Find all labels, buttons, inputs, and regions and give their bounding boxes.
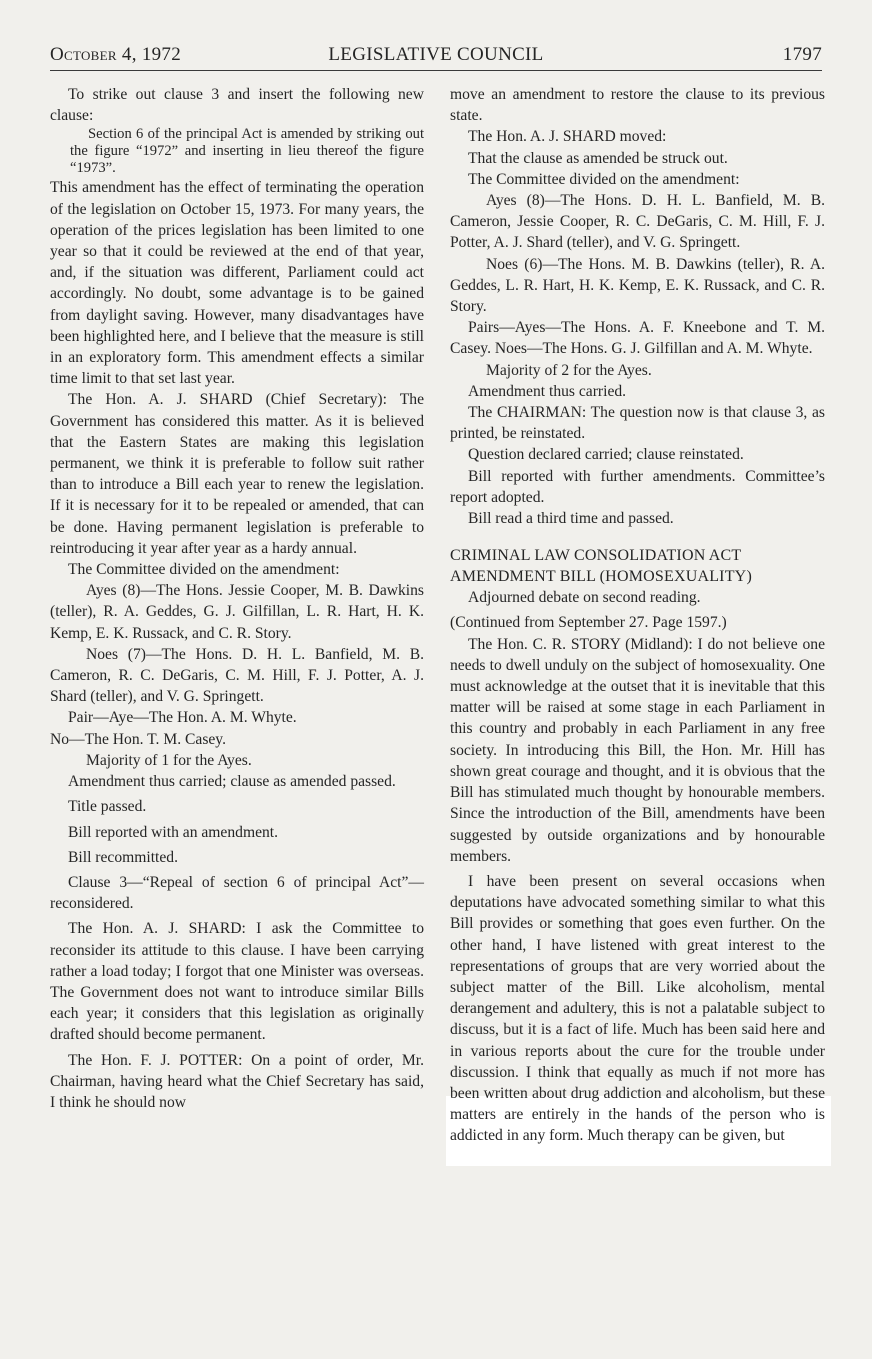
paragraph: I have been present on several occasions when deputations have advocated something similar to what this Bill provides or something that goes even further. On the other hand, I have listened with great interest to the representations of groups that are very worried about the subject matter of the Bill. Like alcoholism, mental derangement and adultery, this is not a palatable subject to discuss, but it is a fact of life. Much has been said here and in various reports about the cure for the trouble under discussion. I think that equally as much if not more has been written about drug addiction and alcoholism, but these matters are entirely in the hands of the person who is addicted in any form. Much therapy can be given, but [450,872,825,1145]
paragraph: move an amendment to restore the clause to its previous state. [450,86,825,125]
paragraph: (Continued from September 27. Page 1597.) [450,614,727,632]
paragraph: The Hon. F. J. POTTER: On a point of order, Mr. Chairman, having heard what the Chief Secretary has said, I think he should now [50,1051,424,1111]
division-noes: Noes (7)—The Hons. D. H. L. Banfield, M. B. Cameron, R. C. DeGaris, C. M. Hill, F. J. Potter, A. J. Shard (teller), and V. G. Springett. [50,645,424,706]
paragraph: Bill reported with further amendments. Committee’s report adopted. [450,467,825,506]
paragraph: Bill read a third time and passed. [468,510,674,528]
paragraph: The Hon. A. J. SHARD moved: [468,128,667,146]
header-title: LEGISLATIVE COUNCIL [328,44,544,65]
division-majority: Majority of 1 for the Ayes. [86,751,252,769]
paragraph: The Hon. A. J. SHARD: I ask the Committee to reconsider its attitude to this clause. I have been carrying rather a load today; I forgot that one Minister was overseas. The Government does not want to introduce similar Bills each year; it considers that this legislation as originally drafted should become permanent. [50,920,424,1044]
paragraph: The Hon. A. J. SHARD (Chief Secretary): The Government has considered this matter. As it is believed that the Eastern States are making this legislation permanent, we think it is preferable to follow suit rather than to introduce a Bill each year to renew the legislation. If it is necessary for it to be repealed or amended, that can be done. Having permanent legislation is preferable to reintroducing it year after year as a hardy annual. [50,391,424,557]
paragraph: This amendment has the effect of terminating the operation of the legislation on October 15, 1973. For many years, the operation of the prices legislation has been limited to one year so that it could be reviewed at the end of that year, and, if the situation was different, Parliament could act accordingly. No doubt, some advantage is to be gained from daylight saving. However, many disadvantages have been highlighted here, and I believe that the measure is still in an exploratory form. This amendment effects a similar time limit to that set last year. [50,179,424,388]
left-column [50,84,424,1113]
division-noes: Noes (6)—The Hons. M. B. Dawkins (teller), R. A. Geddes, L. R. Hart, H. K. Kemp, E. K. Russack, and C. R. Story. [450,255,825,316]
paragraph: Bill recommitted. [68,848,179,866]
division-heading: The Committee divided on the amendment: [468,170,740,188]
paragraph: To strike out clause 3 and insert the following new clause: [50,86,424,125]
paragraph: Bill reported with an amendment. [68,823,279,841]
paragraph: The CHAIRMAN: The question now is that clause 3, as printed, be reinstated. [450,404,825,443]
paragraph: Question declared carried; clause reinstated. [468,446,744,464]
paragraph: Adjourned debate on second reading. [468,589,701,607]
bill-heading: CRIMINAL LAW CONSOLIDATION ACT AMENDMENT BILL (HOMOSEXUALITY) [450,547,752,586]
right-column [450,84,825,1147]
page-header [50,44,822,71]
division-heading: The Committee divided on the amendment: [68,561,340,579]
paragraph: Title passed. [68,798,147,816]
division-pair-no: No—The Hon. T. M. Casey. [50,730,226,748]
quoted-clause: Section 6 of the principal Act is amended by striking out the figure “1972” and inserting in lieu thereof the figure “1973”. [70,126,424,177]
paragraph: Amendment thus carried; clause as amended passed. [68,773,396,791]
paragraph: That the clause as amended be struck out. [468,149,728,167]
paragraph: The Hon. C. R. STORY (Midland): I do not believe one needs to dwell unduly on the subject of homosexuality. One must acknowledge at the outset that it is inevitable that this matter will be raised at some stage in each Parliament in this country and probably in each Parliament in any free society. In introducing this Bill, the Hon. Mr. Hill has shown great courage and thought, and it is obvious that the Bill has stimulated much thought by honourable members. Since the introduction of the Bill, amendments have been suggested by outside organizations and by honourable members. [450,635,825,865]
paragraph: Amendment thus carried. [468,382,627,400]
header-page-number: 1797 [782,44,822,65]
division-ayes: Ayes (8)—The Hons. Jessie Cooper, M. B. Dawkins (teller), R. A. Geddes, G. J. Gilfillan, L. R. Hart, H. K. Kemp, E. K. Russack, and C. R. Story. [50,582,424,642]
division-pair: Pair—Aye—The Hon. A. M. Whyte. [68,709,297,727]
division-ayes: Ayes (8)—The Hons. D. H. L. Banfield, M. B. Cameron, Jessie Cooper, R. C. DeGaris, C. M. Hill, F. J. Potter, A. J. Shard (teller), and V. G. Springett. [450,192,825,252]
division-majority: Majority of 2 for the Ayes. [486,361,652,379]
division-pairs: Pairs—Ayes—The Hons. A. F. Kneebone and T. M. Casey. Noes—The Hons. G. J. Gilfillan and A. M. Whyte. [450,319,825,358]
paragraph: Clause 3—“Repeal of section 6 of principal Act”—reconsidered. [50,873,424,913]
header-date: October 4, 1972 [50,44,182,65]
